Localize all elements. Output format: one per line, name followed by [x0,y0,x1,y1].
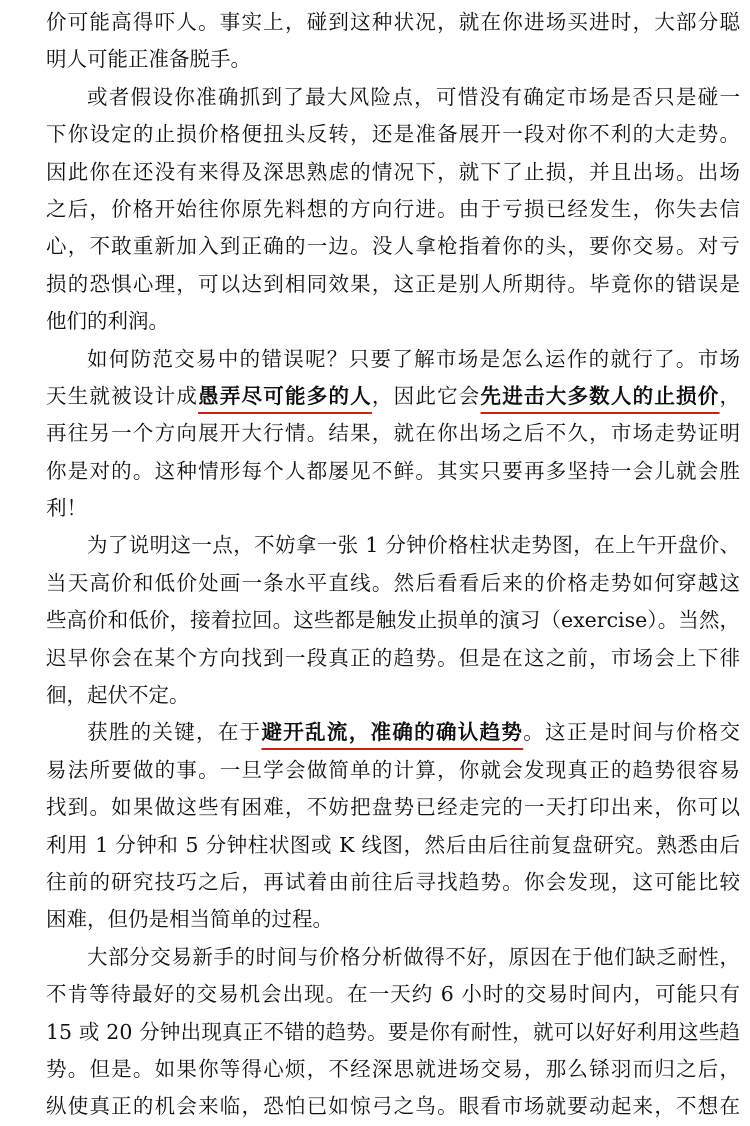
text-line: 利用 1 分钟和 5 分钟柱状图或 K 线图，然后由后往前复盘研究。熟悉由后 [46,832,740,857]
text-segment: 获胜的关键，在于 [87,720,262,745]
text-line: 些高价和低价，接着拉回。这些都是触发止损单的演习（exercise）。当然， [46,608,740,633]
text-line: 徊，起伏不定。 [46,683,190,708]
text-line [46,714,740,751]
text-line: 明人可能正准备脱手。 [46,47,251,72]
text-line: 势。但是。如果你等得心烦，不经深思就进场交易，那么铩羽而归之后， [46,1056,740,1081]
paragraph [46,527,740,714]
text-line: 他们的利润。 [46,309,169,334]
text-line: 往前的研究技巧之后，再试着由前往后寻找趋势。你会发现，这可能比较 [46,869,740,894]
text-segment: ，因此它会 [371,383,481,408]
text-segment: 天生就被设计成 [46,383,199,408]
text-line: 困难，但仍是相当简单的过程。 [46,907,333,932]
text-line: 之后，价格开始往你原先料想的方向行进。由于亏损已经发生，你失去信 [46,196,740,221]
text-line: 如何防范交易中的错误呢？只要了解市场是怎么运作的就行了。市场 [87,346,740,371]
text-segment: ， [719,383,741,408]
document-page [46,4,740,1126]
text-segment: 。这正是时间与价格交 [523,720,741,745]
paragraph [46,4,740,79]
text-line: 损的恐惧心理，可以达到相同效果，这正是别人所期待。毕竟你的错误是 [46,271,740,296]
text-line: 纵使真正的机会来临，恐怕已如惊弓之鸟。眼看市场就要动起来，不想在 [46,1094,740,1119]
paragraph [46,341,740,528]
highlighted-phrase: 愚弄尽可能多的人 [198,383,372,408]
text-line: 找到。如果做这些有困难，不妨把盘势已经走完的一天打印出来，你可以 [46,795,740,820]
text-line: 迟早你会在某个方向找到一段真正的趋势。但是在这之前，市场会上下徘 [46,645,740,670]
text-line: 易法所要做的事。一旦学会做简单的计算，你就会发现真正的趋势很容易 [46,757,740,782]
paragraph [46,939,740,1126]
text-line [46,378,740,415]
text-line: 或者假设你准确抓到了最大风险点，可惜没有确定市场是否只是碰一 [87,84,740,109]
text-line: 大部分交易新手的时间与价格分析做得不好，原因在于他们缺乏耐性， [87,944,740,969]
text-line: 再往另一个方向展开大行情。结果，就在你出场之后不久，市场走势证明 [46,421,740,446]
text-line: 下你设定的止损价格便扭头反转，还是准备展开一段对你不利的大走势。 [46,122,740,147]
text-line: 价可能高得吓人。事实上，碰到这种状况，就在你进场买进时，大部分聪 [46,10,740,34]
text-line: 因此你在还没有来得及深思熟虑的情况下，就下了止损，并且出场。出场 [46,159,740,184]
text-line: 15 或 20 分钟出现真正不错的趋势。要是你有耐性，就可以好好利用这些趋 [46,1019,740,1044]
paragraph [46,79,740,341]
paragraph [46,714,740,938]
text-line: 利！ [46,496,87,521]
text-line: 不肯等待最好的交易机会出现。在一天约 6 小时的交易时间内，可能只有 [46,982,740,1007]
text-line: 你是对的。这种情形每个人都屡见不鲜。其实只要再多坚持一会儿就会胜 [46,458,740,483]
highlighted-phrase: 避开乱流，准确的确认趋势 [261,720,524,745]
highlighted-phrase: 先进击大多数人的止损价 [480,383,720,408]
text-line: 当天高价和低价处画一条水平直线。然后看看后来的价格走势如何穿越这 [46,570,740,595]
text-line: 为了说明这一点，不妨拿一张 1 分钟价格柱状走势图，在上午开盘价、 [87,533,740,558]
text-line: 心，不敢重新加入到正确的一边。没人拿枪指着你的头，要你交易。对亏 [46,234,740,259]
